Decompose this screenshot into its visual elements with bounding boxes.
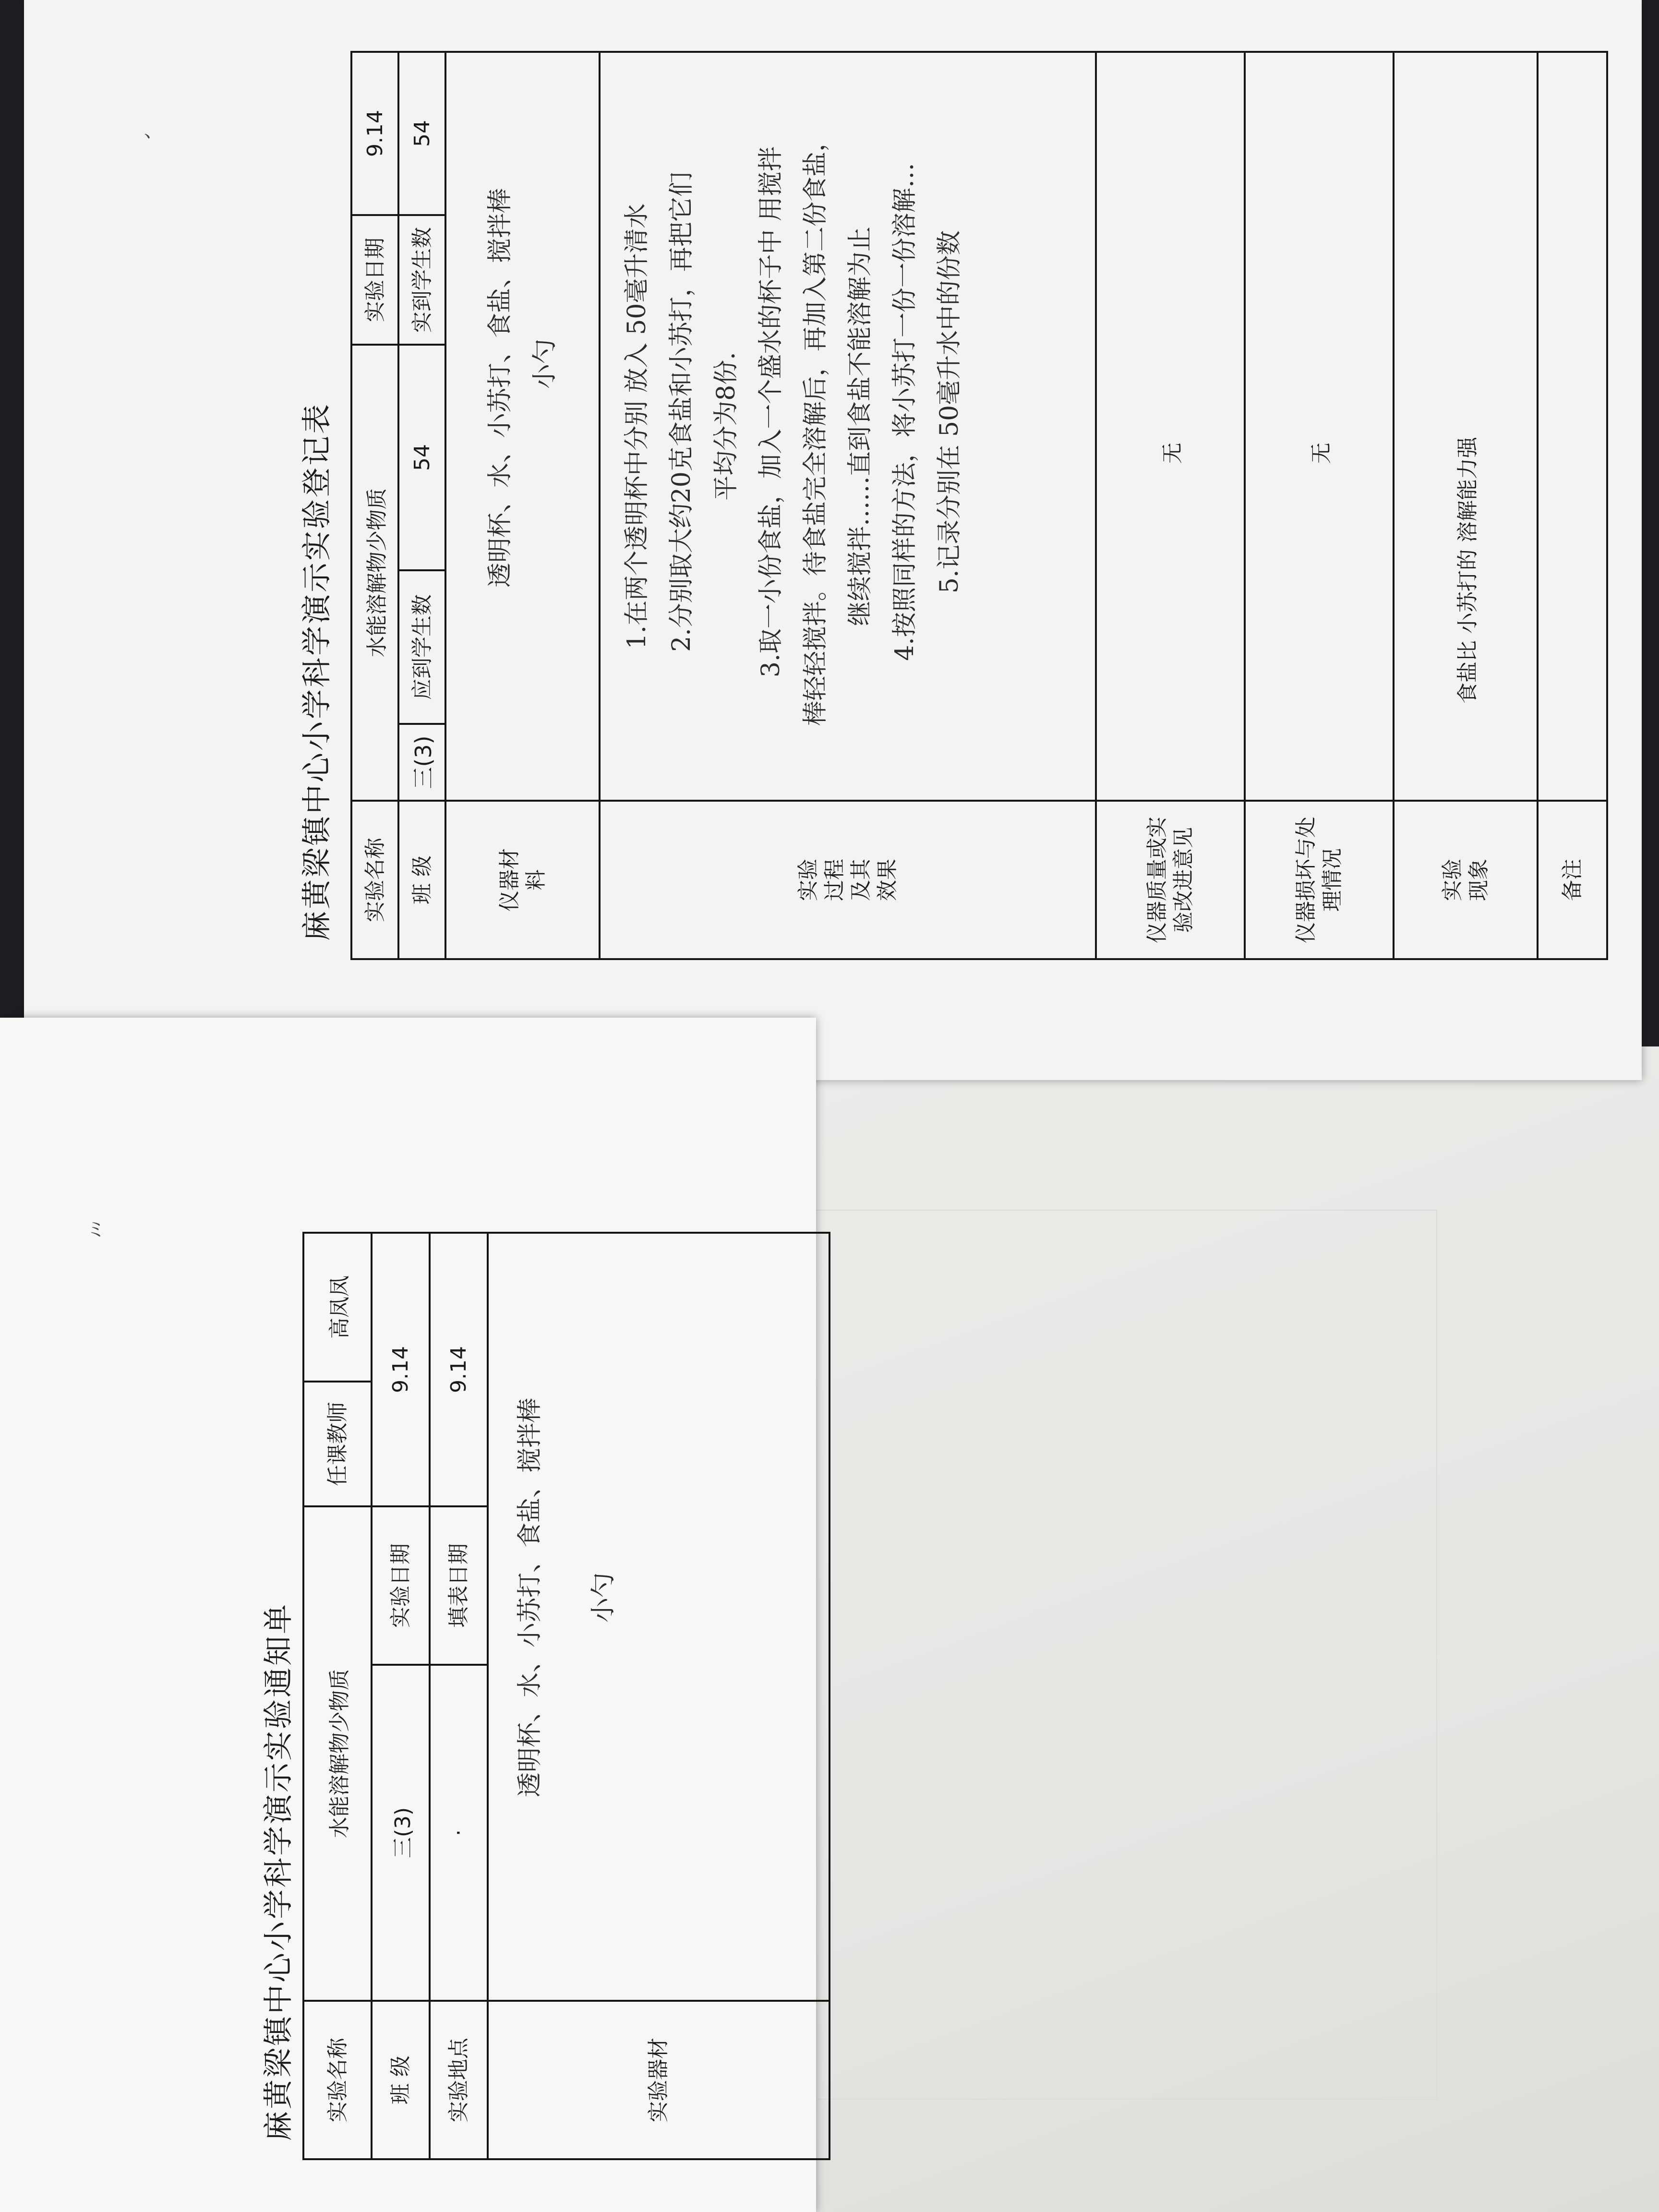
process-line: 继续搅拌……直到食盐不能溶解为止 bbox=[845, 226, 875, 626]
pen-mark: 、 bbox=[144, 120, 163, 142]
quality-value: 无 bbox=[1096, 52, 1245, 801]
pen-mark: ミ bbox=[86, 1219, 106, 1241]
materials-value bbox=[445, 52, 600, 801]
table-row bbox=[1538, 52, 1607, 959]
location-label: 实验地点 bbox=[430, 2001, 488, 2159]
class-label: 班 级 bbox=[398, 801, 445, 959]
table-row bbox=[445, 52, 600, 959]
process-line: 5.记录分别在 50毫升水中的份数 bbox=[935, 230, 964, 594]
process-line: 1.在两个透明杯中分别 放入 50毫升清水 bbox=[622, 203, 651, 649]
notice-class-label: 班 级 bbox=[372, 2001, 430, 2159]
table-row bbox=[430, 1233, 488, 2159]
notice-class-value: 三(3) bbox=[372, 1665, 430, 2001]
notice-table bbox=[302, 1232, 830, 2160]
background-frame bbox=[811, 1210, 1437, 2100]
actual-students-value: 54 bbox=[398, 52, 445, 215]
notice-experiment-name-value: 水能溶解物少物质 bbox=[303, 1506, 372, 2001]
damage-label: 仪器损坏与处理情况 bbox=[1245, 801, 1394, 959]
table-row bbox=[1096, 52, 1245, 959]
process-label: 实验过程及其效果 bbox=[600, 801, 1096, 959]
background-folder bbox=[792, 1046, 1659, 2212]
class-value: 三(3) bbox=[398, 724, 445, 801]
process-line: 4.按照同样的方法，将小苏打一份一份溶解… bbox=[890, 163, 919, 661]
quality-label: 仪器质量或实验改进意见 bbox=[1096, 801, 1245, 959]
table-row bbox=[351, 52, 398, 959]
process-line: 平均分为8份. bbox=[711, 352, 741, 501]
table-row bbox=[372, 1233, 430, 2159]
table-row bbox=[1394, 52, 1538, 959]
notes-value bbox=[1538, 52, 1607, 801]
location-value: · bbox=[430, 1665, 488, 2001]
actual-students-label: 实到学生数 bbox=[398, 215, 445, 345]
record-form bbox=[278, 53, 1585, 960]
materials-label: 仪器材料 bbox=[445, 801, 600, 959]
damage-value: 无 bbox=[1245, 52, 1394, 801]
process-value bbox=[600, 52, 1096, 801]
expected-students-label: 应到学生数 bbox=[398, 570, 445, 724]
experiment-name-label: 实验名称 bbox=[351, 801, 398, 959]
table-row bbox=[398, 52, 445, 959]
phenomenon-label: 实验现象 bbox=[1394, 801, 1538, 959]
teacher-value: 高凤凤 bbox=[303, 1233, 372, 1382]
notes-label: 备注 bbox=[1538, 801, 1607, 959]
notice-experiment-date-label: 实验日期 bbox=[372, 1506, 430, 1665]
materials-line: 透明杯、水、小苏打、食盐、搅拌棒 bbox=[485, 188, 515, 588]
equipment-value bbox=[488, 1233, 830, 2001]
record-form-title: 麻黄梁镇中心小学科学演示实验登记表 bbox=[299, 402, 334, 941]
process-line: 2.分别取大约20克食盐和小苏打，再把它们 bbox=[667, 172, 696, 652]
equipment-label: 实验器材 bbox=[488, 2001, 830, 2159]
experiment-date-label: 实验日期 bbox=[351, 215, 398, 345]
process-line: 3.取一小份食盐，加入一个盛水的杯子中 用搅拌 bbox=[756, 146, 785, 678]
materials-line: 小勺 bbox=[530, 338, 559, 389]
fill-date-value: 9.14 bbox=[430, 1233, 488, 1506]
equipment-line: 小勺 bbox=[589, 1572, 618, 1623]
teacher-label: 任课教师 bbox=[303, 1382, 372, 1506]
phenomenon-value: 食盐比 小苏打的 溶解能力强 bbox=[1394, 52, 1538, 801]
fill-date-label: 填表日期 bbox=[430, 1506, 488, 1665]
notice-experiment-date-value: 9.14 bbox=[372, 1233, 430, 1506]
table-row bbox=[600, 52, 1096, 959]
equipment-line: 透明杯、水、小苏打、食盐、搅拌棒 bbox=[515, 1397, 544, 1797]
expected-students-value: 54 bbox=[398, 345, 445, 570]
table-row bbox=[303, 1233, 372, 2159]
notice-experiment-name-label: 实验名称 bbox=[303, 2001, 372, 2159]
process-line: 棒轻轻搅拌。待食盐完全溶解后，再加入第二份食盐， bbox=[801, 126, 830, 726]
experiment-name-value: 水能溶解物少物质 bbox=[351, 345, 398, 801]
notice-form-title: 麻黄梁镇中心小学科学演示实验通知单 bbox=[261, 1602, 296, 2141]
experiment-date-value: 9.14 bbox=[351, 52, 398, 215]
notice-form bbox=[254, 1234, 830, 2160]
table-row bbox=[1245, 52, 1394, 959]
table-row bbox=[488, 1233, 830, 2159]
record-table bbox=[350, 51, 1608, 960]
